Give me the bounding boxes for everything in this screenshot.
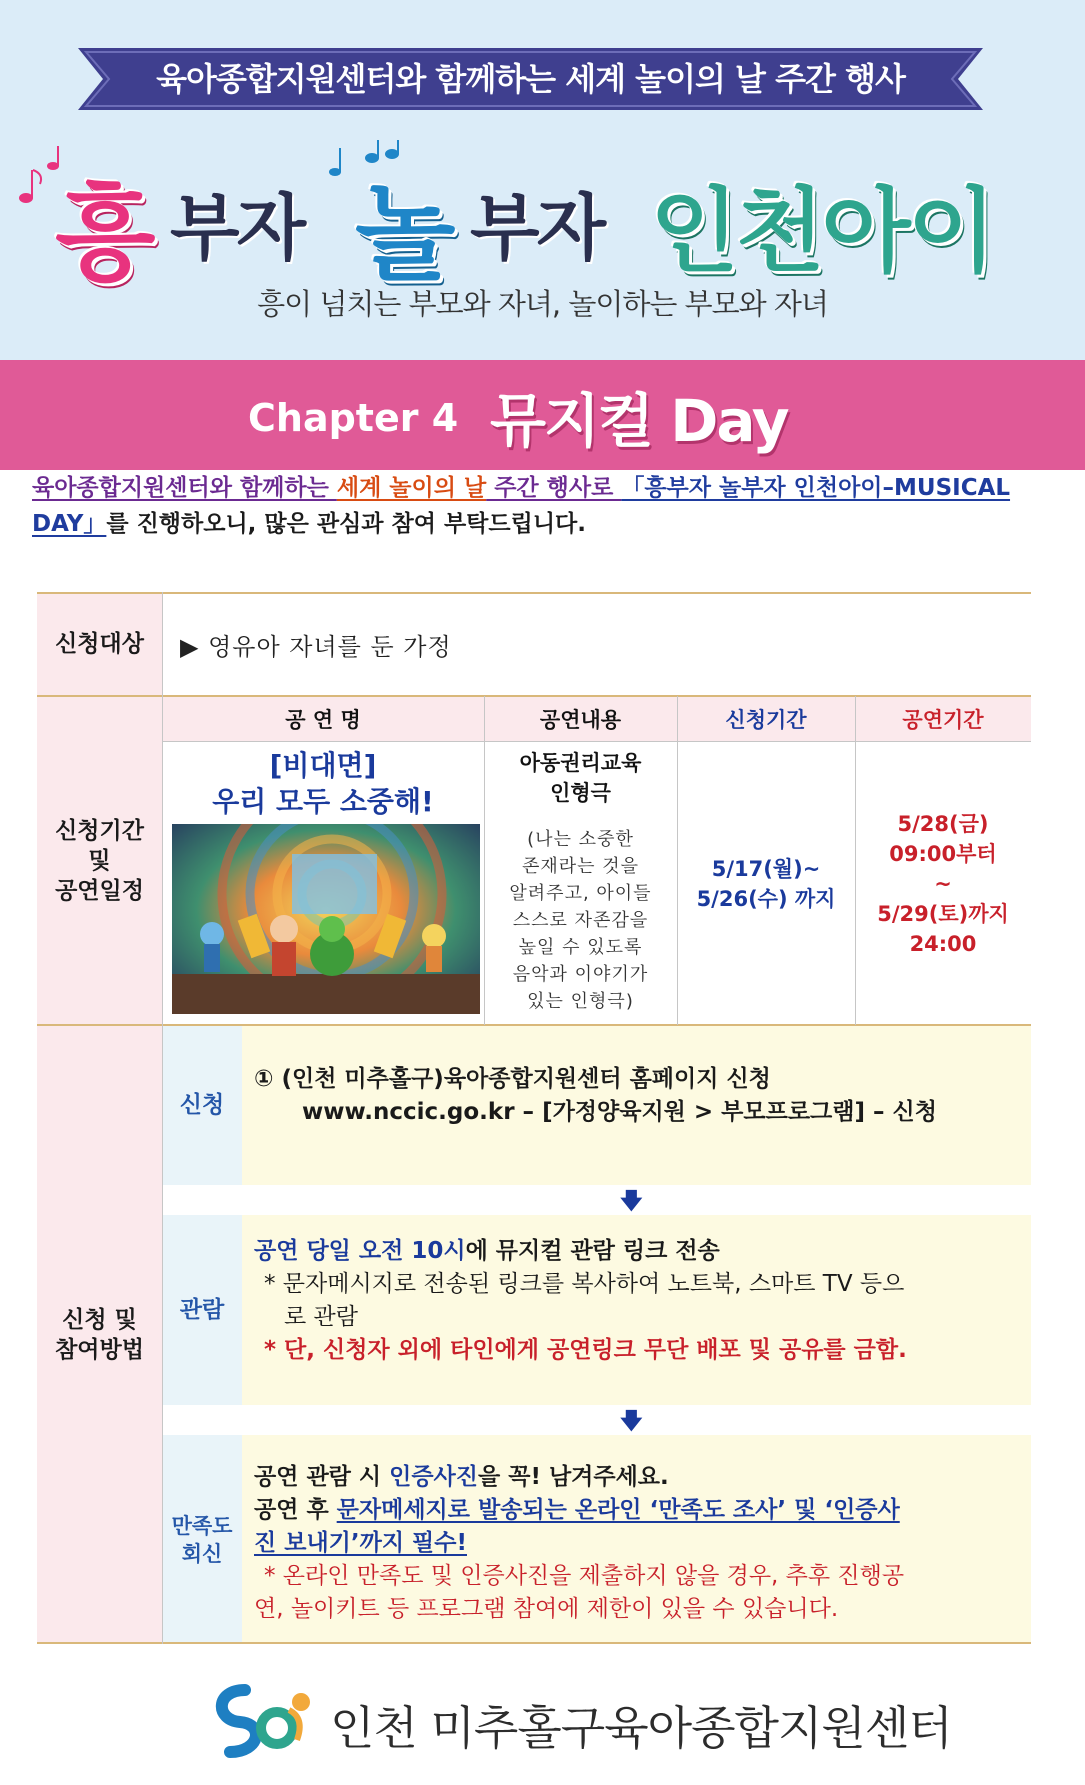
step-survey-content: [242, 1435, 1031, 1644]
intro-part-1: 육아종합지원센터와 함께하는: [32, 475, 337, 501]
table-divider: [677, 696, 678, 1025]
show-name-cell: [162, 742, 484, 1025]
survey-required-highlight: 문자메세지로 발송되는 온라인 ‘만족도 조사’ 및 ‘인증사: [336, 1497, 900, 1523]
table-divider: [162, 592, 163, 1644]
chapter-title: 뮤지컬 Day: [490, 387, 788, 455]
title-word-nol: 놀: [355, 173, 453, 295]
header-apply-period: 신청기간: [677, 696, 855, 742]
table-divider: [855, 696, 856, 1025]
step-watch-content: [242, 1215, 1031, 1405]
title-word-incheon-ai: 인천아이: [650, 178, 994, 285]
chapter-label: Chapter 4: [248, 396, 459, 440]
survey-photo-highlight: 인증사진: [389, 1464, 478, 1490]
show-content-cell: [484, 742, 677, 1025]
down-arrow-icon: 🡇: [620, 1189, 643, 1214]
table-rule: [37, 1642, 1031, 1644]
table-rule: [162, 741, 1031, 742]
show-content-main: 아동권리교육 인형극: [519, 751, 642, 805]
survey-line-1c: 을 꼭! 남겨주세요.: [478, 1464, 669, 1490]
header-show-period: 공연기간: [855, 696, 1031, 742]
intro-part-5: 를 진행하오니, 많은 관심과 참여 부탁드립니다.: [106, 511, 587, 537]
step-survey-label: 만족도 회신: [162, 1435, 242, 1644]
title-word-buja-2: 부자: [470, 186, 604, 270]
table-rule: [37, 1024, 1031, 1026]
method-label: 신청 및 참여방법: [37, 1025, 162, 1644]
center-logo-icon: [205, 1680, 315, 1760]
footer: [0, 1680, 1085, 1775]
watch-line-1-rest: 에 뮤지컬 관람 링크 전송: [465, 1238, 720, 1264]
down-arrow-icon: 🡇: [620, 1409, 643, 1434]
survey-line-1a: 공연 관람 시: [254, 1464, 390, 1490]
watch-line-3: 로 관람: [284, 1304, 358, 1330]
survey-line-2a: 공연 후: [254, 1497, 337, 1523]
watch-warning: * 단, 신청자 외에 타인에게 공연링크 무단 배포 및 공유를 금함.: [264, 1337, 907, 1363]
hero-banner: [0, 0, 1085, 360]
survey-warning-1: * 온라인 만족도 및 인증사진을 제출하지 않을 경우, 추후 진행공: [264, 1563, 905, 1589]
step-apply-line-1: ① (인천 미추홀구)육아종합지원센터 홈페이지 신청: [254, 1066, 771, 1092]
survey-warning-2: 연, 놀이키트 등 프로그램 참여에 제한이 있을 수 있습니다.: [254, 1596, 839, 1622]
footer-org-name: 인천 미추홀구육아종합지원센터: [330, 1701, 952, 1755]
intro-part-2: 세계 놀이의 날: [336, 475, 487, 501]
ribbon-text: 육아종합지원센터와 함께하는 세계 놀이의 날 주간 행사: [156, 60, 905, 98]
main-title: [0, 140, 1085, 295]
schedule-label: 신청기간 및 공연일정: [37, 696, 162, 1025]
show-title-line-1: [비대면]: [269, 749, 377, 782]
step-apply-line-2: www.nccic.go.kr – [가정양육지원 > 부모프로그램] – 신청: [302, 1099, 937, 1125]
show-period-cell: [855, 742, 1031, 1025]
target-label: 신청대상: [37, 592, 162, 696]
info-table: [37, 592, 1031, 1644]
show-content-description: (나는 소중한 존재라는 것을 알려주고, 아이들 스스로 자존감을 높일 수 있도록 음악과 이야기가 있는 인형극): [509, 829, 652, 1012]
intro-part-3: 주간 행사로: [486, 475, 622, 501]
watch-time-highlight: 공연 당일 오전 10시: [254, 1238, 466, 1264]
event-ribbon: [78, 48, 983, 110]
target-value: ▶ 영유아 자녀를 둔 가정: [180, 632, 452, 661]
hero-subtitle: 흥이 넘치는 부모와 자녀, 놀이하는 부모와 자녀: [257, 287, 828, 321]
survey-line-3: 진 보내기’까지 필수!: [254, 1530, 467, 1556]
table-divider: [484, 696, 485, 1025]
title-word-buja-1: 부자: [170, 186, 304, 270]
step-apply-label: 신청: [162, 1025, 242, 1185]
watch-line-2: * 문자메시지로 전송된 링크를 복사하여 노트북, 스마트 TV 등으: [264, 1271, 905, 1297]
intro-paragraph: [32, 470, 1052, 542]
show-period-value: 5/28(금) 09:00부터 ~ 5/29(토)까지 24:00: [877, 811, 1009, 956]
intro-part-4: 「흥부자 놀부자 인천아이–MUSICAL DAY」: [32, 475, 1011, 537]
chapter-band: [0, 360, 1085, 470]
step-watch-label: 관람: [162, 1215, 242, 1405]
title-word-heung: 흥: [55, 173, 153, 295]
apply-period-cell: [677, 742, 855, 1025]
puppet-show-photo: [172, 824, 480, 1014]
header-show-name: 공 연 명: [162, 696, 484, 742]
puppet-stage-illustration: [172, 824, 480, 1014]
apply-period-value: 5/17(월)~ 5/26(수) 까지: [696, 856, 836, 911]
step-apply-content: [242, 1025, 1031, 1185]
show-title-line-2: 우리 모두 소중해!: [212, 785, 434, 818]
table-rule: [37, 695, 1031, 697]
header-show-content: 공연내용: [484, 696, 677, 742]
table-rule: [37, 592, 1031, 594]
